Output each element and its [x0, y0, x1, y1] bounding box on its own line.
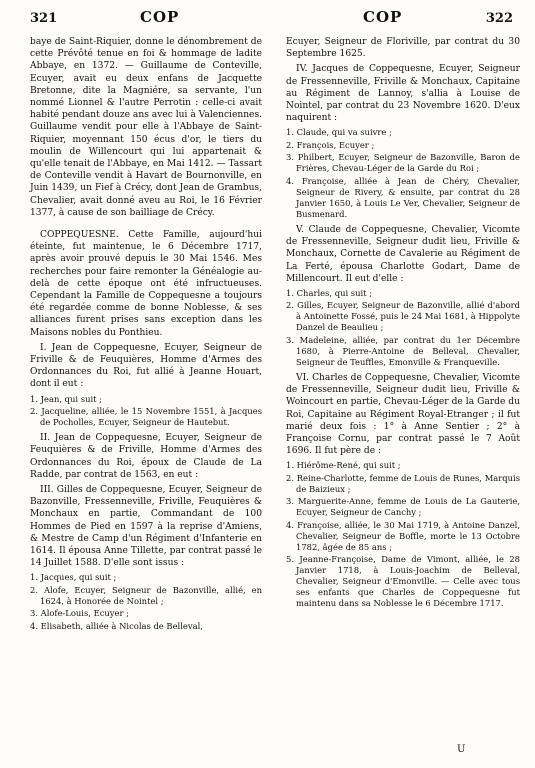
paragraph-generation-3: III. Gilles de Coppequesne, Ecuyer, Seigneur de Bazonville, Fressenneville, Friville, Feuquières & Monchaux en partie, Commandant de 100 Hommes de Pied en 1597 à la reprise d'Amiens, & Mestre de Camp d'un Régiment d'Infanterie en 1614. Il épousa Anne Tillette, par contrat passé le 14 Juillet 1588. D'elle sont issus : [30, 485, 262, 569]
paragraph-generation-5: V. Claude de Coppequesne, Chevalier, Vicomte de Fressenneville, Seigneur dudit lieu, Friville & Monchaux, Cornette de Cavalerie au Régiment de La Ferté, épousa Charlotte Godart, Dame de Millencourt. Il eut d'elle : [286, 224, 520, 284]
right-page-number: 322 [485, 11, 513, 26]
list-item: 2. Alofe, Ecuyer, Seigneur de Bazonville, allié, en 1624, à Honorée de Nointel ; [30, 584, 262, 606]
right-column [286, 36, 520, 613]
list-item: 4. Françoise, alliée à Jean de Chéry, Chevalier, Seigneur de Rivery, & ensuite, par contrat du 28 Janvier 1650, à Louis Le Ver, Chevalier, Seigneur de Busmenard. [286, 175, 520, 219]
children-list-4 [286, 127, 520, 220]
children-list-3 [30, 572, 262, 632]
paragraph-continuation: Ecuyer, Seigneur de Floriville, par contrat du 30 Septembre 1625. [286, 37, 520, 60]
list-item: 2. Gilles, Ecuyer, Seigneur de Bazonville, allié d'abord à Antoinette Fossé, puis le 24 Mai 1681, à Hippolyte Danzel de Beaulieu ; [286, 300, 520, 333]
paragraph-generation-4: IV. Jacques de Coppequesne, Ecuyer, Seigneur de Fressenneville, Friville & Monchaux, Capitaine au Régiment de Lannoy, s'allia à Louise de Nointel, par contrat du 23 Novembre 1620. D'eux naquirent : [286, 64, 520, 124]
paragraph-generation-2: II. Jean de Coppequesne, Ecuyer, Seigneur de Feuquières & de Friville, Homme d'Armes des Ordonnances du Roi, époux de Claude de La Radde, par contrat de 1563, en eut : [30, 433, 262, 480]
list-item: 1. Claude, qui va suivre ; [286, 127, 392, 138]
paragraph-conteville: baye de Saint-Riquier, donne le dénombrement de cette Prévôté tenue en foi & hommage de ladite Abbaye, en 1372. — Guillaume de Conteville, Ecuyer, avait eu deux enfans de Jacquette Bretonne, dite la Magniére, sa servante, l'un nommé Lionnel & l'autre Perrotin : celle-ci avait habité pendant douze ans avec lui à Valenciennes. Guillaume vendit pour elle à l'Abbaye de Saint-Riquier, moyennant 150 écus d'or, le tiers du moulin de Willencourt qui lui appartenait & qu'elle tenait de l'Abbaye, en Mai 1412. — Tassart de Conteville vendit à Havart de Bournonville, en Juin 1439, un Fief à Crécy, dont Jean de Grambus, Chevalier, avait donné aveu au Roi, le 16 Février 1377, à cause de son bailliage de Crécy. [30, 37, 262, 218]
list-item: 3. Marguerite-Anne, femme de Louis de La Gauterie, Ecuyer, Seigneur de Canchy ; [286, 496, 520, 518]
list-item: 2. François, Ecuyer ; [286, 139, 375, 150]
page-header [0, 8, 535, 32]
list-item: 2. Reine-Charlotte, femme de Louis de Runes, Marquis de Baizieux ; [286, 472, 520, 494]
list-item: 1. Charles, qui suit ; [286, 287, 373, 298]
list-item: 4. Elisabeth, alliée à Nicolas de Belleval, [30, 620, 203, 631]
paragraph-generation-6: VI. Charles de Coppequesne, Chevalier, Vicomte de Fressenneville, Seigneur dudit lieu, Friville & Woincourt en partie, Chevau-Léger de la Garde du Roi, Capitaine au Régiment Royal-Etranger ; il fut marié deux fois : 1° à Anne Sentier ; 2° à Françoise Cornu, par contrat passé le 7 Août 1696. Il fut père de : [286, 372, 520, 457]
list-item: 2. Jacqueline, alliée, le 15 Novembre 1551, à Jacques de Pocholles, Ecuyer, Seigneur de Hautebut. [30, 406, 262, 428]
children-list-1 [30, 394, 262, 429]
list-item: 1. Jean, qui suit ; [30, 393, 102, 404]
paragraph-generation-1: I. Jean de Coppequesne, Ecuyer, Seigneur de Friville & de Feuquières, Homme d'Armes des Ordonnances du Roi, fut allié à Jeanne Houart, dont il eut : [30, 342, 262, 390]
children-list-6 [286, 460, 520, 609]
signature-mark: U [457, 744, 466, 755]
left-page-number: 321 [30, 11, 58, 26]
list-item: 4. Françoise, alliée, le 30 Mai 1719, à Antoine Danzel, Chevalier, Seigneur de Boffle, morte le 13 Octobre 1782, âgée de 85 ans ; [286, 519, 520, 552]
list-item: 1. Hiérôme-René, qui suit ; [286, 460, 401, 471]
list-item: 3. Philbert, Ecuyer, Seigneur de Bazonville, Baron de Frières, Chevau-Léger de la Garde du Roi ; [286, 152, 520, 174]
list-item: 5. Jeanne-Françoise, Dame de Vimont, alliée, le 28 Janvier 1718, à Louis-Joachim de Belleval, Chevalier, Seigneur d'Emonville. — Celle avec tous ses enfants que Charles de Coppequesne fut maintenu dans sa Noblesse le 6 Décembre 1717. [286, 554, 520, 609]
right-running-title: COP [363, 8, 403, 26]
left-running-title: COP [140, 8, 180, 26]
list-item: 1. Jacques, qui suit ; [30, 572, 117, 583]
children-list-5 [286, 288, 520, 368]
paragraph-coppequesne-intro: COPPEQUESNE. Cette Famille, aujourd'hui éteinte, fut maintenue, le 6 Décembre 1717, après avoir prouvé depuis le 30 Mai 1546. Mes recherches pour faire remonter la Généalogie au-delà de cette époque ont été infructueuses. Cependant la Famille de Coppequesne a toujours été regardée comme de bonne Noblesse, & ses alliances furent prises sans exception dans les Maisons nobles du Ponthieu. [30, 230, 262, 338]
left-column [30, 36, 262, 636]
list-item: 3. Madeleine, alliée, par contrat du 1er Décembre 1680, à Pierre-Antoine de Belleval, Chevalier, Seigneur de Teuffles, Emonville & Franqueville. [286, 334, 520, 367]
list-item: 3. Alofe-Louis, Ecuyer ; [30, 608, 129, 619]
